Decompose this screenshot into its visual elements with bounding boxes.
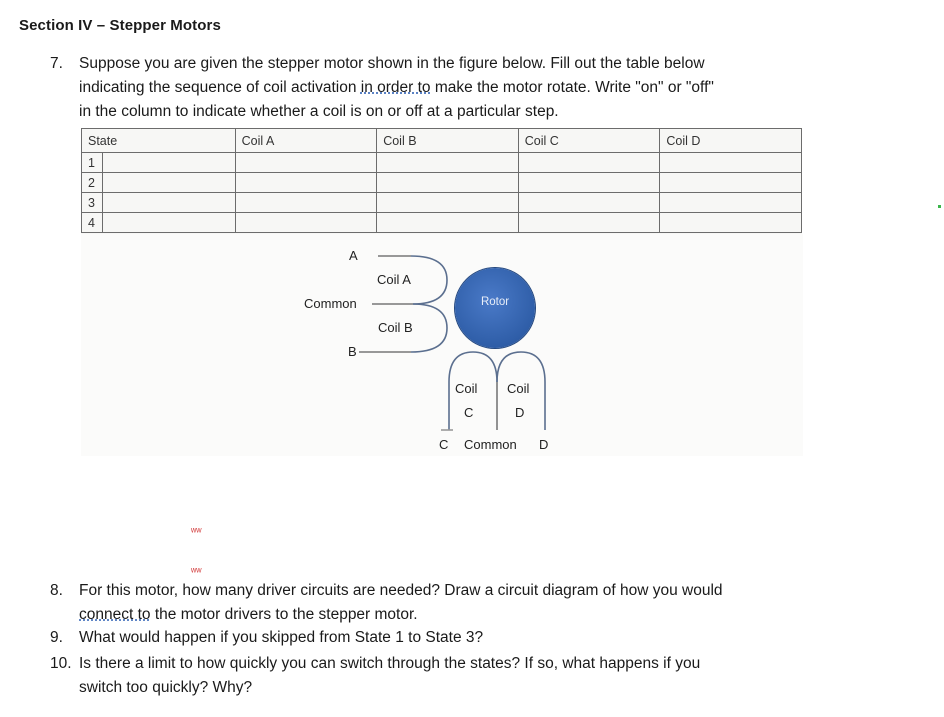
- question-7-line3: in the column to indicate whether a coil is on or off at a particular step.: [79, 103, 559, 120]
- terminal-c-label: C: [439, 437, 449, 452]
- table-cell[interactable]: [235, 173, 377, 193]
- terminal-a-label: A: [349, 248, 358, 263]
- terminal-d-label: D: [539, 437, 549, 452]
- question-7: [50, 52, 810, 124]
- grammar-underlined-phrase[interactable]: in order to: [360, 79, 431, 96]
- coil-c-label-bottom: C: [464, 405, 474, 420]
- question-8-line2-post: the motor drivers to the stepper motor.: [150, 606, 418, 623]
- question-9-number: 9.: [50, 629, 63, 646]
- question-7-line2-pre: indicating the sequence of coil activation: [79, 79, 361, 96]
- question-10-line1: Is there a limit to how quickly you can switch through the states? If so, what happens if you: [79, 655, 701, 672]
- coil-b-label: Coil B: [378, 320, 413, 335]
- table-cell[interactable]: [518, 193, 660, 213]
- table-header-row: [82, 129, 802, 153]
- table-header-coil-d: Coil D: [660, 129, 802, 153]
- coil-d-label-bottom: D: [515, 405, 525, 420]
- common-bottom-label: Common: [464, 437, 517, 452]
- rotor: [455, 268, 535, 348]
- question-7-line1: Suppose you are given the stepper motor shown in the figure below. Fill out the table below: [79, 55, 705, 72]
- state-cell: [82, 193, 236, 213]
- state-cell: [82, 153, 236, 173]
- state-cell: [82, 213, 236, 233]
- table-cell[interactable]: [377, 193, 519, 213]
- question-7-number: 7.: [50, 55, 63, 72]
- common-left-label: Common: [304, 296, 357, 311]
- table-header-coil-a: Coil A: [235, 129, 377, 153]
- coil-ab-winding: [359, 256, 447, 352]
- table-cell[interactable]: [377, 213, 519, 233]
- state-number: 2: [82, 173, 103, 192]
- table-cell[interactable]: [660, 213, 802, 233]
- table-header-coil-c: Coil C: [518, 129, 660, 153]
- question-10-number: 10.: [50, 655, 72, 672]
- table-cell[interactable]: [660, 153, 802, 173]
- table-cell[interactable]: [235, 193, 377, 213]
- table-row: [82, 173, 802, 193]
- rotor-label: Rotor: [480, 296, 510, 308]
- table-cell[interactable]: [660, 193, 802, 213]
- coil-d-label-top: Coil: [507, 381, 530, 396]
- coil-c-label-top: Coil: [455, 381, 478, 396]
- question-9-text: What would happen if you skipped from State 1 to State 3?: [79, 629, 484, 646]
- section-title: Section IV – Stepper Motors: [19, 17, 221, 34]
- table-cell[interactable]: [518, 213, 660, 233]
- table-row: [82, 193, 802, 213]
- question-7-line2-post: make the motor rotate. Write "on" or "off": [430, 79, 714, 96]
- spellcheck-mark: ʷʷ: [191, 526, 202, 538]
- question-9: [50, 626, 810, 650]
- table-header-state: State: [82, 129, 236, 153]
- table-cell[interactable]: [235, 213, 377, 233]
- coil-activation-table: [81, 128, 802, 234]
- table-cell[interactable]: [660, 173, 802, 193]
- grammar-underlined-phrase[interactable]: connect to: [79, 606, 151, 623]
- question-8-line1: For this motor, how many driver circuits are needed? Draw a circuit diagram of how you would: [79, 582, 723, 599]
- table-header-coil-b: Coil B: [377, 129, 519, 153]
- question-10: [50, 652, 810, 700]
- question-10-line2: switch too quickly? Why?: [79, 679, 253, 696]
- terminal-b-label: B: [348, 344, 357, 359]
- state-cell: [82, 173, 236, 193]
- state-number: 4: [82, 213, 103, 232]
- cursor-marker: [938, 205, 941, 208]
- state-number: 1: [82, 153, 103, 172]
- stepper-motor-diagram: [81, 234, 803, 456]
- table-cell[interactable]: [377, 173, 519, 193]
- question-8-number: 8.: [50, 582, 63, 599]
- table-cell[interactable]: [518, 153, 660, 173]
- table-row: [82, 153, 802, 173]
- state-number: 3: [82, 193, 103, 212]
- coil-a-label: Coil A: [377, 272, 411, 287]
- question-8: [50, 579, 810, 627]
- spellcheck-mark: ʷʷ: [191, 566, 202, 578]
- table-cell[interactable]: [377, 153, 519, 173]
- table-cell[interactable]: [235, 153, 377, 173]
- coil-wiring-drawing: [81, 234, 803, 456]
- question-8-line2: [79, 603, 809, 627]
- table-cell[interactable]: [518, 173, 660, 193]
- question-7-line2: [79, 76, 809, 100]
- table-row: [82, 213, 802, 233]
